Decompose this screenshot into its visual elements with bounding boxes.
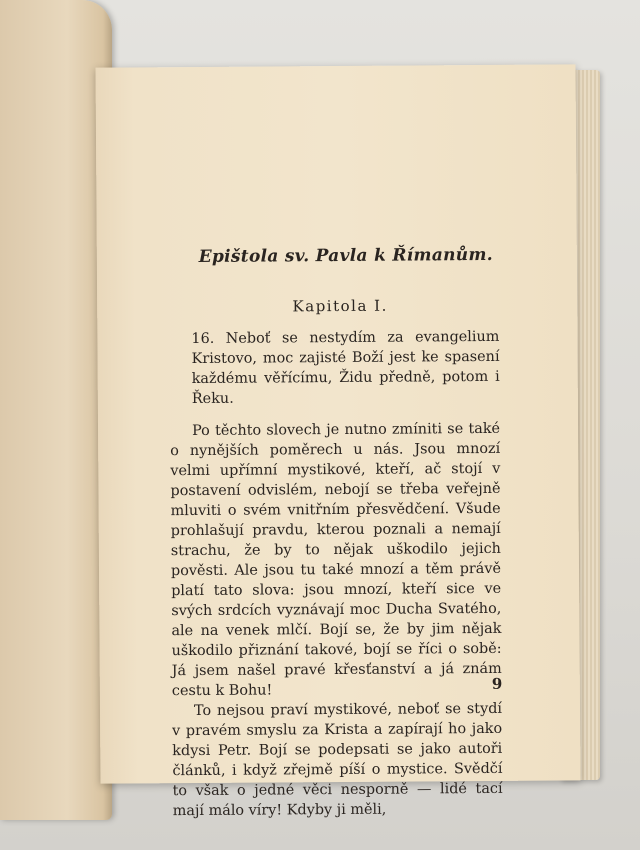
- page-text: [169, 245, 503, 821]
- paragraph-2: To nejsou praví mystikové, neboť se stydí v pravém smyslu za Krista a zapírají ho jako kdysi Petr. Bojí se podepsati se jako autoři článků, i když zřejmě píší o mystice. Svědčí to však o jedné věci nesporně — lidé tací mají málo víry! Kdyby ji měli,: [172, 700, 503, 820]
- right-page: [96, 64, 581, 820]
- chapter-title: Epištola sv. Pavla k Římanům.: [198, 244, 494, 267]
- paragraph-1: Po těchto slovech je nutno zmíniti se také o nynějších poměrech u nás. Jsou mnozí velmi upřímní mystikové, kteří, ač stojí v postavení odvislém, nebojí se třeba veřejně mluviti o svém vnitřním přesvědčení. Všude prohlašují pravdu, kterou poznali a nemají strachu, že by to nějak uškodilo jejich pověsti. Ale jsou tu také mnozí a těm právě platí tato slova: jsou mnozí, kteří sice ve svých srdcích vyznávají moc Ducha Svatého, ale na venek mlčí. Bojí se, že by jim nějak uškodilo přiznání takové, bojí se říci o sobě: Já jsem našel pravé křesťanství a já znám cestu k Bohu!: [170, 420, 502, 700]
- bible-verse: 16. Neboť se nestydím za evangelium Kristovo, moc zajisté Boží jest ke spasení každému věřícímu, Židu předně, potom i Řeku.: [191, 328, 500, 408]
- chapter-heading: Kapitola I.: [292, 296, 388, 316]
- page-number: 9: [491, 674, 503, 693]
